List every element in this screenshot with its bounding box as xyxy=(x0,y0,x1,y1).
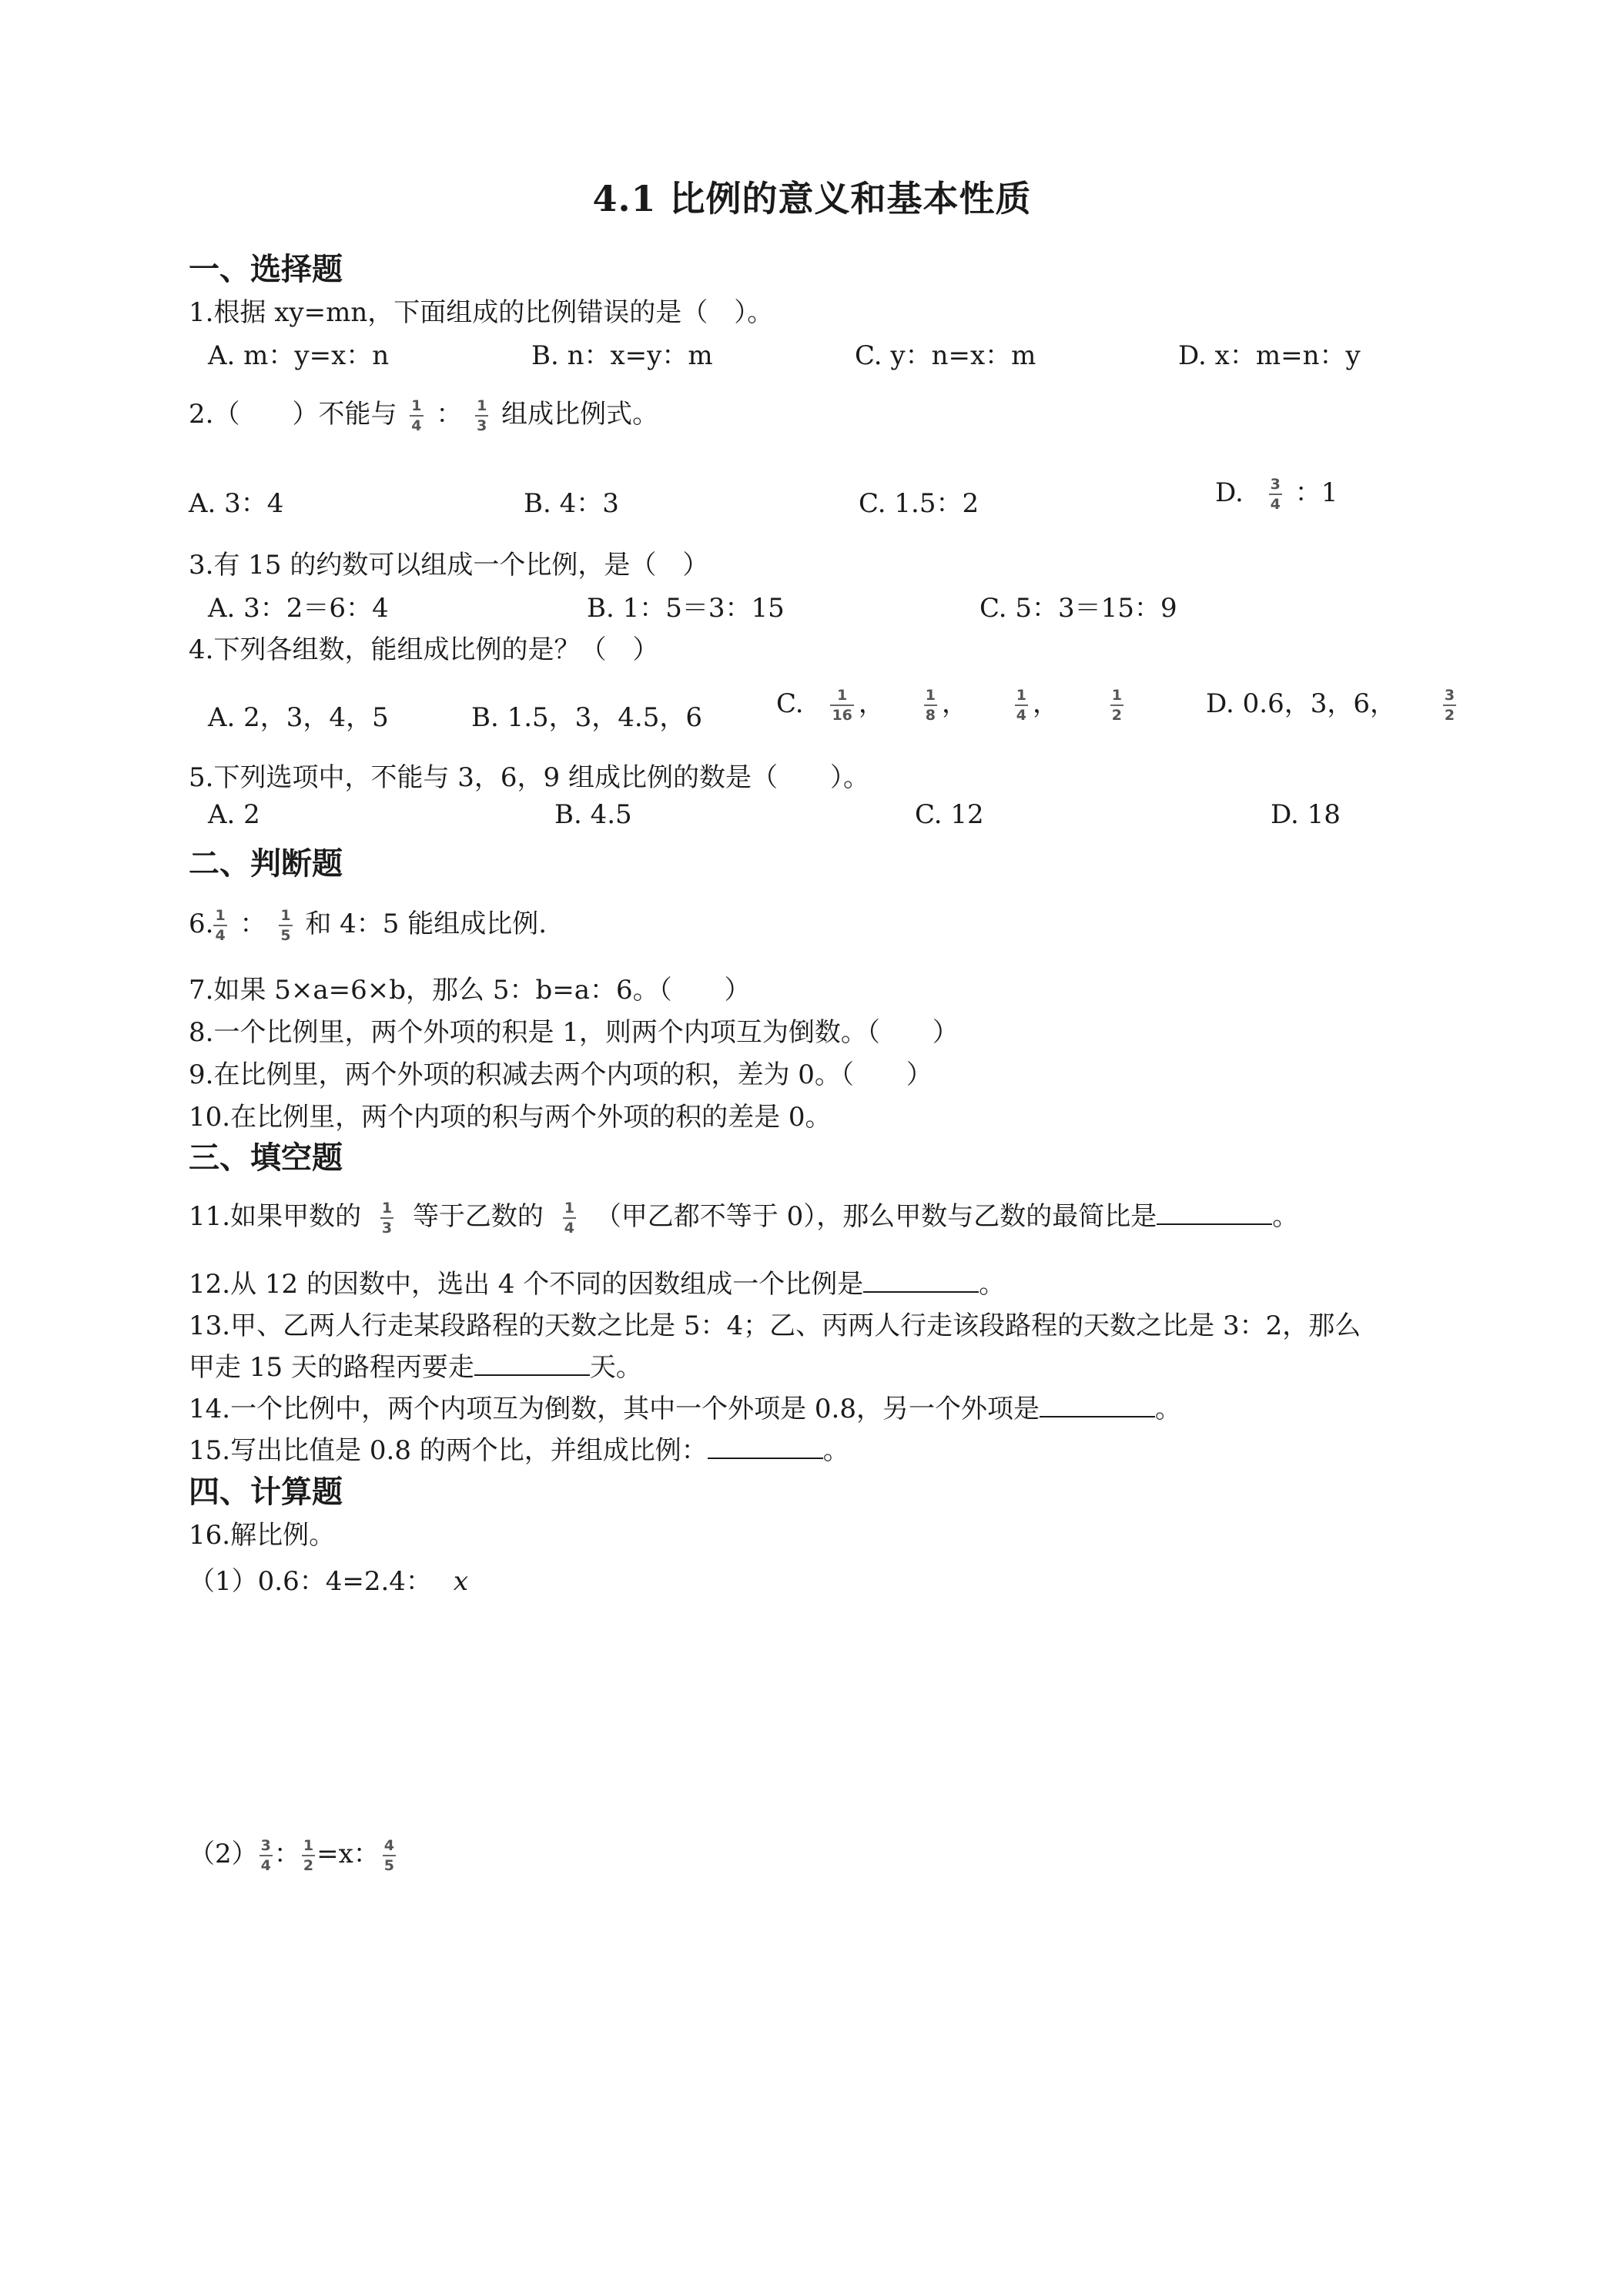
q2-option-c: C. 1.5：2 xyxy=(859,488,979,519)
fraction-1-16: $\frac{1}{16}$ xyxy=(832,687,852,724)
variable-x: x xyxy=(453,1566,469,1597)
question-16-part-2 xyxy=(189,1832,399,1873)
question-10: 10.在比例里，两个内项的积与两个外项的积的差是 0。 xyxy=(189,1102,832,1133)
question-7: 7.如果 5×a=6×b，那么 5：b=a：6。（ ） xyxy=(189,975,751,1006)
fraction-1-3: $\frac{1}{3}$ xyxy=(381,1200,393,1237)
q5-option-d: D. 18 xyxy=(1271,799,1341,830)
q6-number: 6. xyxy=(189,909,214,939)
question-3: 3.有 15 的约数可以组成一个比例，是（ ） xyxy=(189,550,709,581)
option-d-suffix: ：1 xyxy=(1294,477,1338,508)
fraction-3-4: $\frac{3}{4}$ xyxy=(260,1837,271,1874)
section-heading-calculation: 四、计算题 xyxy=(189,1474,343,1510)
q3-option-c: C. 5：3＝15：9 xyxy=(979,593,1177,624)
page-title: 4.1 比例的意义和基本性质 xyxy=(592,178,1032,219)
question-8: 8.一个比例里，两个外项的积是 1，则两个内项互为倒数。（ ） xyxy=(189,1017,959,1048)
answer-blank[interactable] xyxy=(708,1434,823,1459)
q14-end: 。 xyxy=(1154,1394,1181,1424)
question-6 xyxy=(189,902,547,943)
question-14 xyxy=(189,1387,1181,1425)
section-heading-fill-blank: 三、填空题 xyxy=(189,1140,343,1176)
comma: ， xyxy=(941,688,968,719)
q12-text: 12.从 12 的因数中，选出 4 个不同的因数组成一个比例是 xyxy=(189,1269,864,1300)
option-d-label: D. xyxy=(1215,477,1244,508)
q2-option-a: A. 3：4 xyxy=(189,488,284,519)
question-16: 16.解比例。 xyxy=(189,1520,336,1551)
fraction-1-4: $\frac{1}{4}$ xyxy=(215,907,226,944)
q16-part2-mid: =x： xyxy=(316,1839,380,1869)
answer-blank[interactable] xyxy=(1157,1200,1272,1225)
question-1: 1.根据 xy=mn，下面组成的比例错误的是（ ）。 xyxy=(189,297,774,328)
question-16-part-1 xyxy=(189,1560,468,1598)
answer-blank[interactable] xyxy=(863,1268,979,1293)
q1-option-a: A. m：y=x：n xyxy=(208,340,390,371)
section-heading-choice: 一、选择题 xyxy=(189,251,343,287)
q2-prefix: 2.（ ）不能与 xyxy=(189,399,397,430)
section-heading-judgement: 二、判断题 xyxy=(189,845,343,882)
fraction-1-4: $\frac{1}{4}$ xyxy=(411,397,422,434)
q11-prefix: 11.如果甲数的 xyxy=(189,1201,362,1232)
comma: ， xyxy=(858,688,885,719)
fraction-1-3: $\frac{1}{3}$ xyxy=(477,397,487,434)
question-4: 4.下列各组数，能组成比例的是？（ ） xyxy=(189,634,659,665)
q1-option-c: C. y：n=x：m xyxy=(855,340,1036,371)
fraction-1-4: $\frac{1}{4}$ xyxy=(1016,687,1026,724)
question-2 xyxy=(189,393,658,433)
q4-option-d xyxy=(1206,682,1461,723)
fraction-3-2: $\frac{3}{2}$ xyxy=(1444,687,1455,724)
q13-end: 天。 xyxy=(589,1352,642,1383)
q13-text: 甲走 15 天的路程丙要走 xyxy=(189,1352,474,1383)
q5-option-c: C. 12 xyxy=(915,799,984,830)
q12-end: 。 xyxy=(979,1269,1006,1300)
fraction-1-2: $\frac{1}{2}$ xyxy=(1111,687,1123,724)
question-12 xyxy=(189,1263,1005,1300)
q4-option-b: B. 1.5，3，4.5，6 xyxy=(471,702,703,733)
q15-end: 。 xyxy=(822,1435,849,1466)
q5-option-a: A. 2 xyxy=(208,799,260,830)
answer-blank[interactable] xyxy=(1040,1393,1155,1417)
option-d-label: D. 0.6，3，6， xyxy=(1206,688,1396,719)
fraction-4-5: $\frac{4}{5}$ xyxy=(383,1837,395,1874)
q6-suffix: 和 4：5 能组成比例. xyxy=(305,909,547,939)
q15-text: 15.写出比值是 0.8 的两个比，并组成比例： xyxy=(189,1435,708,1466)
q5-option-b: B. 4.5 xyxy=(554,799,632,830)
q3-option-b: B. 1：5＝3：15 xyxy=(587,593,785,624)
q4-option-a: A. 2，3，4，5 xyxy=(208,702,389,733)
fraction-3-4: $\frac{3}{4}$ xyxy=(1270,476,1281,513)
colon: ： xyxy=(239,909,266,939)
q2-suffix: 组成比例式。 xyxy=(501,399,659,430)
q2-option-b: B. 4：3 xyxy=(524,488,619,519)
comma: ， xyxy=(1032,688,1059,719)
fraction-1-5: $\frac{1}{5}$ xyxy=(280,907,291,944)
option-c-label: C. xyxy=(776,688,804,719)
question-9: 9.在比例里，两个外项的积减去两个内项的积，差为 0。（ ） xyxy=(189,1059,933,1090)
question-13-line-2 xyxy=(189,1346,642,1384)
q16-part1-text: （1）0.6：4=2.4： xyxy=(189,1566,432,1597)
question-11 xyxy=(189,1195,1298,1236)
q11-end: 。 xyxy=(1272,1201,1299,1232)
q16-part2-label: （2） xyxy=(189,1839,258,1869)
q1-option-b: B. n：x=y：m xyxy=(531,340,713,371)
q11-middle: 等于乙数的 xyxy=(412,1201,544,1232)
fraction-1-8: $\frac{1}{8}$ xyxy=(925,687,936,724)
question-15 xyxy=(189,1429,849,1467)
question-13-line-1: 13.甲、乙两人行走某段路程的天数之比是 5：4；乙、丙两人行走该段路程的天数之比是 3：2，那么 xyxy=(189,1310,1361,1341)
q1-option-d: D. x：m=n：y xyxy=(1178,340,1361,371)
fraction-1-4: $\frac{1}{4}$ xyxy=(564,1200,574,1237)
answer-blank[interactable] xyxy=(474,1351,590,1376)
q14-text: 14.一个比例中，两个内项互为倒数，其中一个外项是 0.8，另一个外项是 xyxy=(189,1394,1040,1424)
colon: ： xyxy=(273,1839,300,1869)
q11-suffix: （甲乙都不等于 0），那么甲数与乙数的最简比是 xyxy=(594,1201,1157,1232)
q2-option-d xyxy=(1215,471,1338,512)
question-5: 5.下列选项中，不能与 3，6，9 组成比例的数是（ ）。 xyxy=(189,762,869,793)
fraction-1-2: $\frac{1}{2}$ xyxy=(303,1837,314,1874)
q4-option-c xyxy=(776,682,1128,723)
q3-option-a: A. 3：2＝6：4 xyxy=(208,593,389,624)
colon: ： xyxy=(436,399,463,430)
